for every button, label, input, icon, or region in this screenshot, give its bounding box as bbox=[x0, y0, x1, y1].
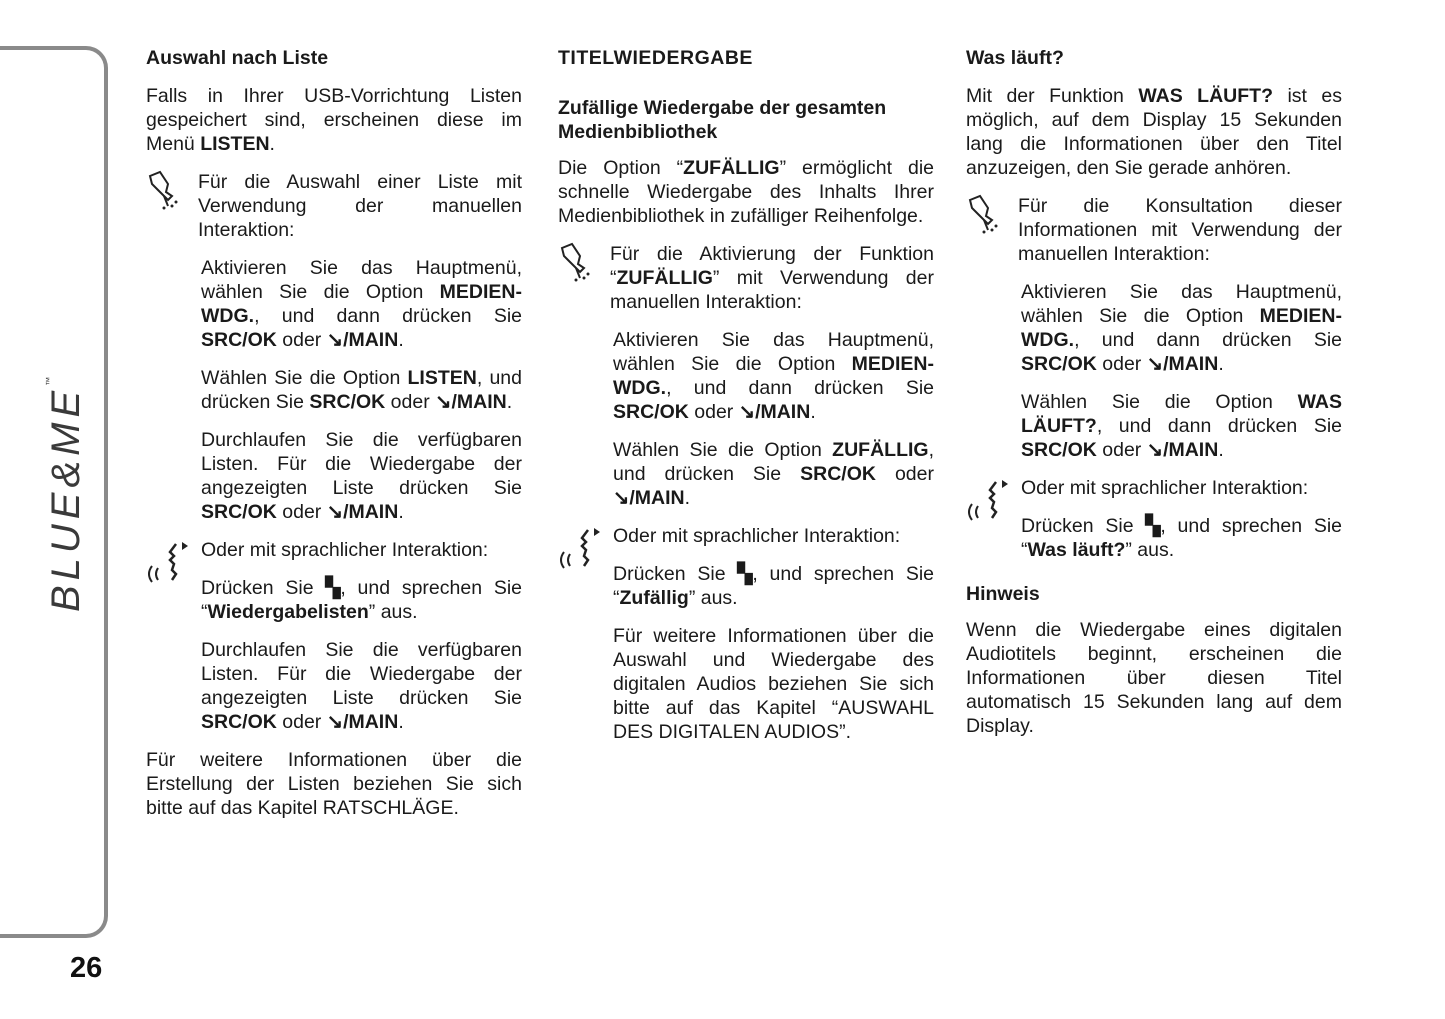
brand-trademark: ™ bbox=[44, 376, 54, 386]
phone-icon: ↘ bbox=[738, 401, 756, 423]
step: Durchlaufen Sie die verfügbaren Listen. Für die Wiedergabe der angezeigten Liste drücken Sie SRC/OK oder ↘/MAIN. bbox=[201, 639, 522, 733]
paragraph: Die Option “ZUFÄLLIG” ermöglicht die schnelle Wiedergabe des Inhalts Ihrer Medienbibliothek in zufälliger Reihenfolge. bbox=[558, 157, 934, 227]
hint-heading: Hinweis bbox=[966, 583, 1040, 605]
step: Wählen Sie die Option LISTEN, und drücken Sie SRC/OK oder ↘/MAIN. bbox=[201, 367, 522, 413]
section-heading: TITELWIEDERGABE bbox=[558, 47, 753, 69]
subsection-heading: Zufällige Wiedergabe der gesamten Medienbibliothek bbox=[558, 97, 887, 143]
column-2 bbox=[558, 46, 934, 758]
paragraph: Für weitere Informationen über die Auswahl und Wiedergabe des digitalen Audios beziehen Sie sich bitte auf das Kapitel “AUSWAHL DES DIGITALEN AUDIOS”. bbox=[613, 625, 934, 743]
step: Durchlaufen Sie die verfügbaren Listen. Für die Wiedergabe der angezeigten Liste drücken Sie SRC/OK oder ↘/MAIN. bbox=[201, 429, 522, 523]
step: Drücken Sie ▚, und sprechen Sie “Zufällig” aus. bbox=[613, 563, 935, 609]
paragraph: Mit der Funktion WAS LÄUFT? ist es möglich, auf dem Display 15 Sekunden lang die Informationen über den Titel anzuzeigen, den Sie gerade anhören. bbox=[966, 85, 1342, 179]
voice-intro: Oder mit sprachlicher Interaktion: bbox=[201, 539, 489, 561]
voice-key-icon: ▚ bbox=[737, 563, 753, 585]
step: Aktivieren Sie das Hauptmenü, wählen Sie die Option MEDIEN-WDG., und dann drücken Sie SRC/OK oder ↘/MAIN. bbox=[201, 257, 522, 351]
section-heading: Auswahl nach Liste bbox=[146, 47, 329, 69]
section-heading: Was läuft? bbox=[966, 47, 1064, 69]
hand-pen-icon bbox=[966, 194, 1000, 234]
manual-note: Für die Auswahl einer Liste mit Verwendung der manuellen Interaktion: bbox=[146, 170, 522, 242]
manual-steps bbox=[558, 328, 934, 510]
step: Wählen Sie die Option WAS LÄUFT?, und dann drücken Sie SRC/OK oder ↘/MAIN. bbox=[1021, 391, 1342, 461]
brand-logo bbox=[44, 377, 89, 612]
step: Drücken Sie ▚, und sprechen Sie “Wiedergabelisten” aus. bbox=[201, 577, 523, 623]
voice-intro: Oder mit sprachlicher Interaktion: bbox=[613, 525, 901, 547]
paragraph: Für weitere Informationen über die Erstellung der Listen beziehen Sie sich bitte auf das Kapitel RATSCHLÄGE. bbox=[146, 749, 522, 819]
speaking-head-icon bbox=[966, 476, 1010, 536]
manual-note: Für die Konsultation dieser Informationen mit Verwendung der manuellen Interaktion: bbox=[966, 194, 1342, 266]
speaking-head-icon bbox=[146, 538, 190, 598]
voice-key-icon: ▚ bbox=[1145, 515, 1161, 537]
voice-intro: Oder mit sprachlicher Interaktion: bbox=[1021, 477, 1309, 499]
voice-section bbox=[146, 538, 522, 734]
phone-icon: ↘ bbox=[326, 329, 344, 351]
manual-steps bbox=[146, 256, 522, 524]
column-1 bbox=[146, 46, 522, 834]
step: Aktivieren Sie das Hauptmenü, wählen Sie die Option MEDIEN-WDG., und dann drücken Sie SRC/OK oder ↘/MAIN. bbox=[1021, 281, 1342, 375]
phone-icon: ↘ bbox=[613, 487, 630, 509]
voice-section bbox=[558, 524, 934, 744]
phone-icon: ↘ bbox=[326, 501, 344, 523]
phone-icon: ↘ bbox=[1146, 353, 1164, 375]
paragraph: Falls in Ihrer USB-Vorrichtung Listen gespeichert sind, erscheinen diese im Menü LISTEN. bbox=[146, 85, 522, 155]
manual-note: Für die Aktivierung der Funktion “ZUFÄLLIG” mit Verwendung der manuellen Interaktion: bbox=[558, 242, 934, 314]
hand-pen-icon bbox=[146, 170, 180, 210]
step: Drücken Sie ▚, und sprechen Sie “Was läuft?” aus. bbox=[1021, 515, 1343, 561]
phone-icon: ↘ bbox=[435, 391, 452, 413]
voice-section bbox=[966, 476, 1342, 562]
phone-icon: ↘ bbox=[326, 711, 344, 733]
step: Aktivieren Sie das Hauptmenü, wählen Sie die Option MEDIEN-WDG., und dann drücken Sie SRC/OK oder ↘/MAIN. bbox=[613, 329, 934, 423]
brand-text: BLUE&ME bbox=[44, 385, 88, 612]
step: Wählen Sie die Option ZUFÄLLIG, und drücken Sie SRC/OK oder ↘/MAIN. bbox=[613, 439, 934, 509]
voice-key-icon: ▚ bbox=[325, 577, 341, 599]
phone-icon: ↘ bbox=[1146, 439, 1164, 461]
hint-paragraph: Wenn die Wiedergabe eines digitalen Audiotitels beginnt, erscheinen die Informationen über diesen Titel automatisch 15 Sekunden lang auf dem Display. bbox=[966, 619, 1342, 737]
column-3 bbox=[966, 46, 1342, 752]
hand-pen-icon bbox=[558, 242, 592, 282]
manual-steps bbox=[966, 280, 1342, 462]
page-number: 26 bbox=[70, 952, 103, 984]
speaking-head-icon bbox=[558, 524, 602, 584]
